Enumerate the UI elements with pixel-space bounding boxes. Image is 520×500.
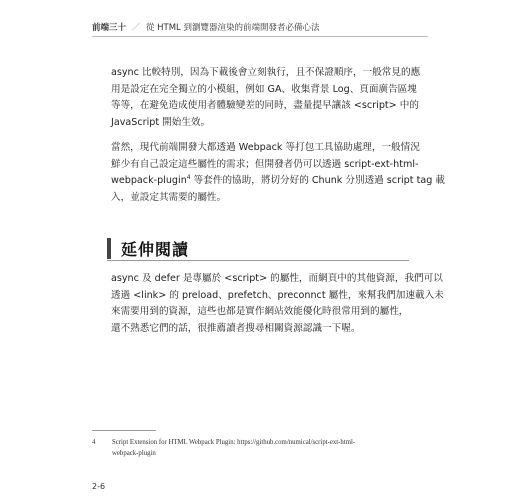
header-rule [92, 36, 428, 37]
text-line: JavaScript 開始生效。 [111, 116, 211, 128]
section-title: 延伸閱讀 [121, 240, 190, 259]
book-title: 前端三十 [92, 23, 127, 33]
footnote-text[interactable]: Script Extension for HTML Webpack Plugin: https://github.com/numical/script-ext-html- [112, 439, 356, 446]
paragraph-async [111, 65, 421, 131]
text-line: async 比較特別，因為下載後會立刻執行，且不保證順序，一般常見的應 [111, 67, 421, 78]
running-header [92, 21, 320, 33]
paragraph-preload [111, 271, 444, 337]
header-separator: ／ [131, 23, 141, 33]
text-line: 透過 <link> 的 preload、prefetch、preconnct 屬性，來幫我們加速載入未 [111, 289, 444, 301]
footnote-rule [92, 430, 156, 431]
text-line-with-footnote [111, 173, 445, 190]
footnote-text-continuation[interactable]: webpack-plugin [112, 450, 156, 457]
page-number: 2-6 [92, 482, 106, 491]
heading-bar [107, 238, 111, 259]
book-subtitle: 從 HTML 到瀏覽器渲染的前端開發者必備心法 [145, 23, 320, 33]
text-fragment: webpack-plugin [111, 175, 187, 186]
section-heading [107, 236, 409, 261]
text-line: 還不熟悉它們的話，很推薦讀者搜尋相關資源認識一下喔。 [111, 322, 361, 334]
text-line: 當然，現代前端開發大都透過 Webpack 等打包工具協助處理，一般情況 [111, 142, 420, 153]
text-line: async 及 defer 是專屬於 <script> 的屬性，而網頁中的其他資源，我們可以 [111, 273, 443, 284]
paragraph-webpack [111, 140, 445, 206]
footnote [92, 437, 392, 459]
footnote-reference[interactable]: 4 [186, 173, 191, 181]
text-line: 等等，在避免造成使用者體驗變差的同時，盡量提早讓該 <script> 中的 [111, 100, 419, 111]
text-line: 入，並設定其需要的屬性。 [111, 191, 227, 203]
text-line: 用是設定在完全獨立的小模組，例如 GA、收集背景 Log、頁面廣告區塊 [111, 83, 417, 95]
footnote-number: 4 [92, 439, 96, 446]
text-line: 鮮少有自己設定這些屬性的需求；但開發者仍可以透過 script-ext-html- [111, 158, 419, 170]
text-fragment: 等套件的協助，將切分好的 Chunk 分別透過 script tag 載 [190, 175, 445, 186]
text-line: 來需要用到的資源，這些也都是實作網站效能優化時很常用到的屬性， [111, 306, 409, 317]
